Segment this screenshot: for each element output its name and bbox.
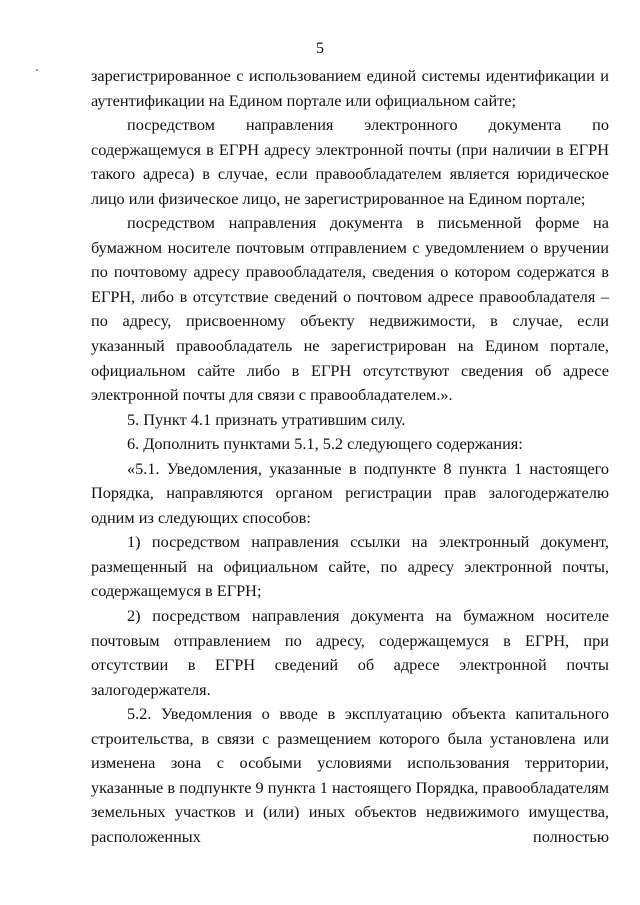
scan-speck [36, 69, 38, 71]
paragraph-9: 5.2. Уведомления о вводе в эксплуатацию объекта капитального строительства, в связи с размещением которого была установлена или изменена зона с особыми условиями использования территории, указанные в подпункте 9 пункта 1 настоящего Порядка, правообладателям земельных участков и (или) иных объектов недвижимого имущества, расположенных полностью [91, 704, 609, 846]
paragraph-8: 2) посредством направления документа на бумажном носителе почтовым отправлением по адресу, содержащемуся в ЕГРН, при отсутствии в ЕГРН сведений об адресе электронной почты залогодержателя. [91, 606, 609, 699]
paragraph-2: посредством направления электронного документа по содержащемуся в ЕГРН адресу электронной почты (при наличии в ЕГРН такого адреса) в случае, если правообладателем является юридическое лицо или физическое лицо, не зарегистрированное на Едином портале; [91, 115, 609, 208]
paragraph-5: 6. Дополнить пунктами 5.1, 5.2 следующего содержания: [127, 434, 523, 454]
paragraph-6: «5.1. Уведомления, указанные в подпункте 8 пункта 1 настоящего Порядка, направляются органом регистрации прав залогодержателю одним из следующих способов: [91, 458, 609, 527]
paragraph-7: 1) посредством направления ссылки на электронный документ, размещенный на официальном сайте, по адресу электронной почты, содержащемуся в ЕГРН; [91, 532, 609, 601]
page-number: 5 [316, 40, 324, 57]
paragraph-4: 5. Пункт 4.1 признать утратившим силу. [127, 409, 406, 429]
paragraph-1: зарегистрированное с использованием единой системы идентификации и аутентификации на Едином портале или официальном сайте; [91, 66, 609, 110]
document-body [91, 64, 609, 850]
paragraph-3: посредством направления документа в письменной форме на бумажном носителе почтовым отправлением с уведомлением о вручении по почтовому адресу правообладателя, сведения о котором содержатся в ЕГРН, либо в отсутствие сведений о почтовом адресе правообладателя – по адресу, присвоенному объекту недвижимости, в случае, если указанный правообладатель не зарегистрирован на Едином портале, официальном сайте либо в ЕГРН отсутствуют сведения об адресе электронной почты для связи с правообладателем.». [91, 213, 609, 405]
